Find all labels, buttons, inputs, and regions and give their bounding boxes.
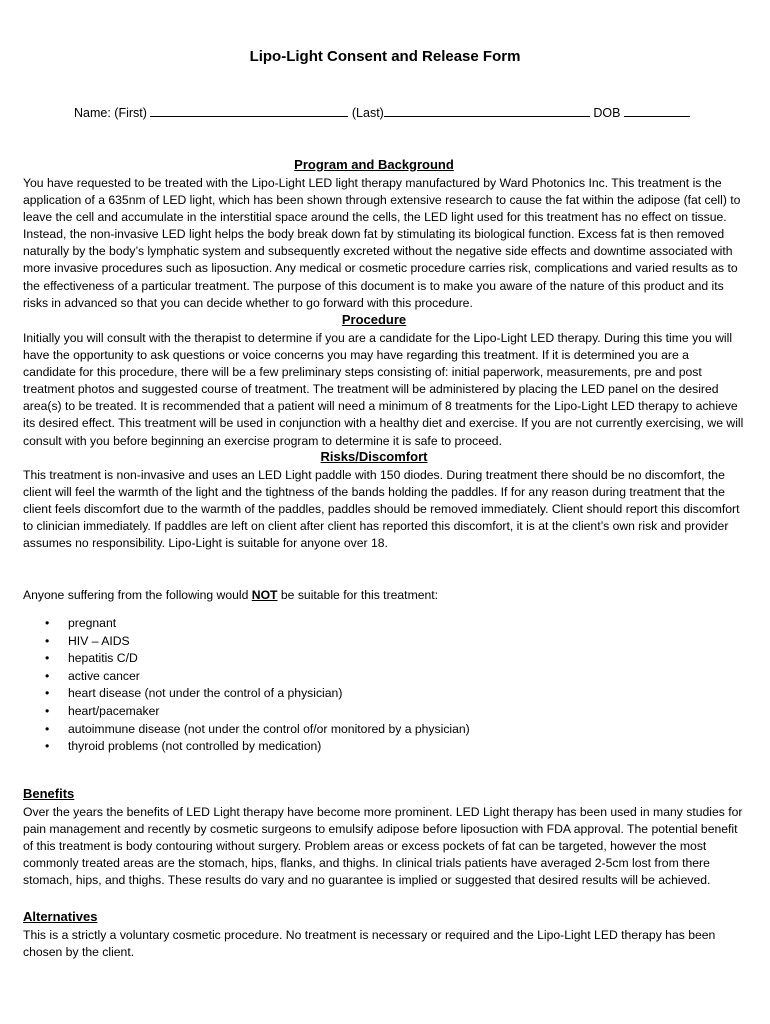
unsuitable-list xyxy=(23,615,470,756)
last-name-label: (Last) xyxy=(351,106,384,120)
bullet-dot: • xyxy=(45,668,50,683)
last-name-blank[interactable] xyxy=(384,105,590,117)
list-item-text: hepatitis C/D xyxy=(68,651,138,666)
bullet-dot: • xyxy=(45,739,50,754)
procedure-heading: Procedure xyxy=(341,312,407,327)
dob-blank[interactable] xyxy=(624,105,690,117)
list-item-text: autoimmune disease (not under the control of/or monitored by a physician) xyxy=(68,721,470,736)
bullet-dot: • xyxy=(45,703,50,718)
procedure-text: Initially you will consult with the therapist to determine if you are a candidate for the Lipo-Light LED therapy. During this time you will have the opportunity to ask questions or voice concerns you may have regarding this treatment. If it is determined you are a candidate for this procedure, there will be a few preliminary steps consisting of: initial paperwork, measurements, pre and post treatment photos and suggested course of treatment. The treatment will be administered by placing the LED panel on the desired area(s) to be treated. It is recommended that a patient will need a minimum of 8 treatments for the Lipo-Light LED therapy to achieve its desired effect. This treatment will be used in conjunction with a healthy diet and exercise. If you are not currently exercising, we will consult with you before beginning an exercise program to determine it is safe to proceed. xyxy=(23,331,744,448)
list-item-text: heart disease (not under the control of a physician) xyxy=(68,686,343,701)
unsuitable-intro xyxy=(23,588,438,602)
list-item xyxy=(23,721,470,739)
first-name-label: Name: (First) xyxy=(74,106,147,120)
list-item xyxy=(23,685,470,703)
bullet-dot: • xyxy=(45,686,50,701)
list-item-text: thyroid problems (not controlled by medication) xyxy=(68,739,322,754)
intro-text-before: Anyone suffering from the following would xyxy=(23,588,252,602)
list-item xyxy=(23,668,470,686)
name-dob-line xyxy=(74,105,690,120)
list-item-text: active cancer xyxy=(68,668,140,683)
first-name-blank[interactable] xyxy=(150,105,348,117)
list-item xyxy=(23,615,470,633)
bullet-dot: • xyxy=(45,721,50,736)
bullet-dot: • xyxy=(45,651,50,666)
alternatives-text: This is a strictly a voluntary cosmetic procedure. No treatment is necessary or required and the Lipo-Light LED therapy has been chosen by the client. xyxy=(23,928,716,960)
list-item xyxy=(23,633,470,651)
benefits-text: Over the years the benefits of LED Light therapy have become more prominent. LED Light therapy has been used in many studies for pain management and recently by cosmetic surgeons to emulsify adipose before liposuction with FDA approval. The potential benefit of this treatment is body contouring without surgery. Problem areas or excess pockets of fat can be targeted, however the most commonly treated areas are the stomach, hips, flanks, and thighs. In clinical trials patients have averaged 2-5cm lost from there stomach, hips, and thighs. These results do vary and no guarantee is implied or suggested that desired results will be achieved. xyxy=(23,805,743,888)
intro-text-after: be suitable for this treatment: xyxy=(277,588,439,602)
program-heading: Program and Background xyxy=(294,157,454,172)
risks-heading: Risks/Discomfort xyxy=(320,449,428,464)
list-item-text: heart/pacemaker xyxy=(68,703,160,718)
list-item xyxy=(23,650,470,668)
list-item-text: HIV – AIDS xyxy=(68,633,130,648)
bullet-dot: • xyxy=(45,616,50,630)
program-text: You have requested to be treated with the Lipo-Light LED light therapy manufactured by Ward Photonics Inc. This treatment is the application of a 635nm of LED light, which has been shown through extensive research to cause the fat within the adipose (fat cell) to leave the cell and accumulate in the interstitial space around the cells, the LED light used for this treatment has no effect on tissue. Instead, the non-invasive LED light helps the body break down fat by stimulating its biological function. Excess fat is then removed naturally by the body’s lymphatic system and subsequently excreted without the negative side effects and downtime associated with more invasive procedures such as liposuction. Any medical or cosmetic procedure carries risk, complications and varied results as to the effectiveness of a particular treatment. The purpose of this document is to make you aware of the nature of this product and its risks in advanced so that you can decide whether to go forward with this procedure. xyxy=(23,176,741,310)
benefits-heading: Benefits xyxy=(23,786,75,801)
risks-text: This treatment is non-invasive and uses an LED Light paddle with 150 diodes. During treatment there should be no discomfort, the client will feel the warmth of the light and the tightness of the bands holding the paddles. If for any reason during treatment that the client feels discomfort due to the warmth of the paddles, paddles should be removed immediately. Client should report this discomfort to clinician immediately. If paddles are left on client after client has reported this discomfort, it is at the client’s own risk and provider assumes no responsibility. Lipo-Light is suitable for anyone over 18. xyxy=(23,468,740,551)
list-item-text: pregnant xyxy=(68,616,117,630)
form-title: Lipo-Light Consent and Release Form xyxy=(249,48,521,65)
list-item xyxy=(23,703,470,721)
list-item xyxy=(23,738,470,756)
dob-label: DOB xyxy=(593,106,621,120)
bullet-dot: • xyxy=(45,633,50,648)
alternatives-heading: Alternatives xyxy=(23,909,98,924)
not-emphasis: NOT xyxy=(251,588,278,602)
